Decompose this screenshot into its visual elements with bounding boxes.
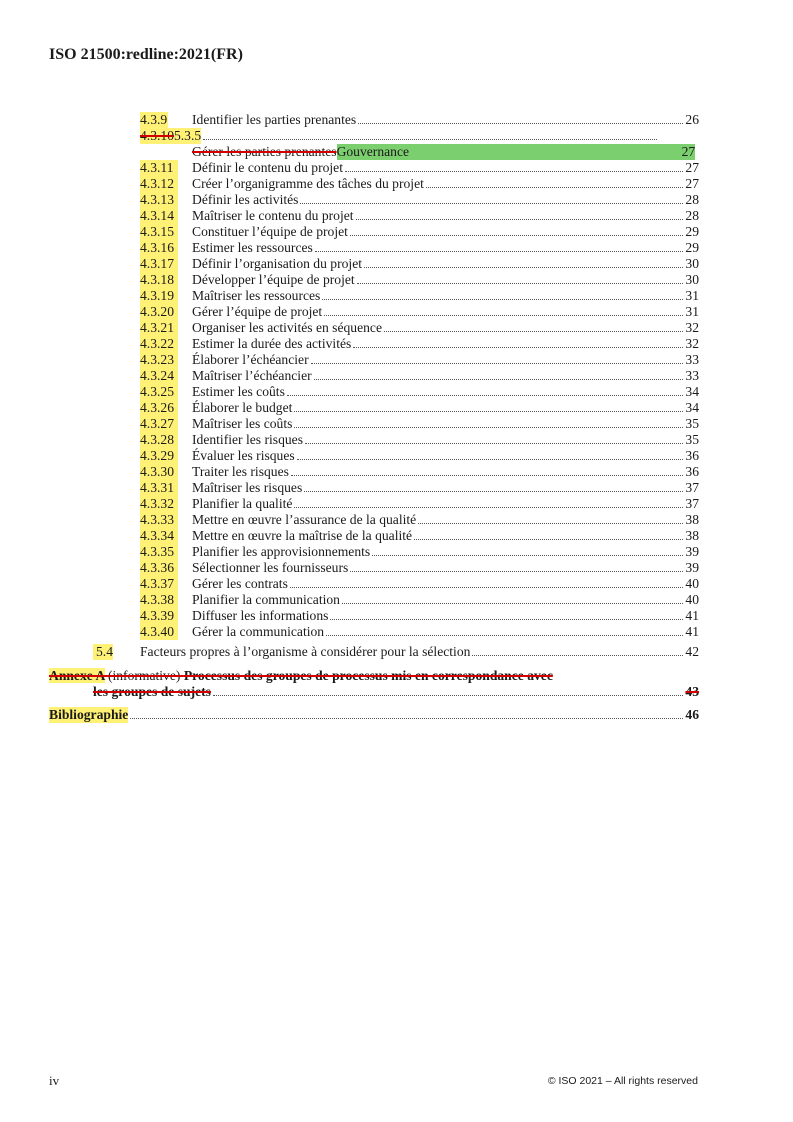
toc-entry[interactable]: [140, 432, 699, 448]
toc-entry-revised-title[interactable]: [192, 144, 699, 160]
toc-entry-page: 28: [685, 208, 699, 223]
toc-entry[interactable]: [140, 352, 699, 368]
toc-entry-title: Planifier les approvisionnements: [192, 544, 371, 559]
toc-entry[interactable]: [140, 192, 699, 208]
toc-entry-page: 31: [685, 288, 699, 303]
toc-entry-title: Créer l’organigramme des tâches du projet: [192, 176, 424, 191]
copyright-notice: © ISO 2021 – All rights reserved: [547, 1075, 698, 1087]
bibliography-page: 46: [685, 707, 699, 722]
annex-qualifier: (informative): [107, 668, 181, 683]
annex-title-line2: les groupes de sujets: [93, 684, 211, 699]
toc-entry-title: Traiter les risques: [192, 464, 289, 479]
toc-entry[interactable]: [140, 448, 699, 464]
toc-entry-title: Sélectionner les fournisseurs: [192, 560, 349, 575]
toc-entry-number: 4.3.21: [140, 320, 178, 336]
toc-section-page: 42: [685, 644, 699, 659]
toc-entry-page: 29: [685, 224, 699, 239]
toc-entry[interactable]: [140, 528, 699, 544]
toc-entry-title: Identifier les risques: [192, 432, 303, 447]
annex-heading: [49, 668, 553, 684]
dot-leader: [291, 475, 683, 476]
toc-entry[interactable]: [140, 224, 699, 240]
document-header: ISO 21500:redline:2021(FR): [49, 46, 243, 63]
dot-leader: [330, 619, 683, 620]
dot-leader: [304, 491, 683, 492]
toc-entry-number: 4.3.16: [140, 240, 178, 256]
dot-leader: [290, 587, 684, 588]
dot-leader: [372, 555, 683, 556]
dot-leader: [300, 203, 683, 204]
dot-leader: [311, 363, 684, 364]
toc-entry-page: 37: [685, 496, 699, 511]
toc-entry-number: 4.3.30: [140, 464, 178, 480]
toc-entry-title: Maîtriser l’échéancier: [192, 368, 312, 383]
toc-entry-revised-number[interactable]: [140, 128, 657, 144]
toc-entry[interactable]: [140, 592, 699, 608]
dot-leader: [130, 718, 683, 719]
toc-entry-title: Maîtriser les ressources: [192, 288, 321, 303]
toc-entry-page: 27: [685, 176, 699, 191]
dot-leader: [364, 267, 683, 268]
toc-entry-title: Constituer l’équipe de projet: [192, 224, 348, 239]
dot-leader: [287, 395, 684, 396]
toc-entry-page: 34: [685, 384, 699, 399]
toc-entry-page: 28: [685, 192, 699, 207]
toc-entry-number: 4.3.32: [140, 496, 178, 512]
toc-entry[interactable]: [140, 208, 699, 224]
dot-leader: [350, 571, 683, 572]
annex-title-line1: Processus des groupes de processus mis en correspondance avec: [183, 668, 553, 683]
toc-entry-title-revision: [192, 144, 674, 160]
toc-entry-number-revision: [140, 128, 201, 144]
dot-leader: [294, 427, 683, 428]
toc-entry-page: 34: [685, 400, 699, 415]
toc-entry-page: 40: [685, 576, 699, 591]
toc-entry[interactable]: [140, 288, 699, 304]
dot-leader: [356, 219, 684, 220]
toc-entry-number: 4.3.25: [140, 384, 178, 400]
toc-entry-page: 40: [685, 592, 699, 607]
dot-leader: [353, 347, 683, 348]
toc-entry-number: 4.3.40: [140, 624, 178, 640]
toc-entry-number: 4.3.22: [140, 336, 178, 352]
toc-entry-title: Définir les activités: [192, 192, 299, 207]
toc-entry-number: 4.3.19: [140, 288, 178, 304]
dot-leader: [418, 523, 683, 524]
toc-entry[interactable]: [140, 304, 699, 320]
toc-entry-page: 30: [685, 256, 699, 271]
toc-entry-number: 4.3.31: [140, 480, 178, 496]
toc-entry-number: 4.3.11: [140, 160, 178, 176]
toc-entry-page: 33: [685, 368, 699, 383]
toc-entry-number: 4.3.9: [140, 112, 168, 127]
dot-leader: [294, 411, 683, 412]
toc-entry-page: 38: [685, 512, 699, 527]
toc-entry-page: 35: [685, 432, 699, 447]
toc-bibliography[interactable]: [49, 707, 699, 723]
dot-leader: [314, 379, 684, 380]
dot-leader: [384, 331, 683, 332]
annex-label: Annexe A: [49, 668, 105, 683]
dot-leader: [472, 655, 683, 656]
dot-leader: [294, 507, 683, 508]
deleted-number: 4.3.10: [140, 128, 174, 143]
toc-entry[interactable]: [140, 384, 699, 400]
toc-entry-number: 4.3.29: [140, 448, 178, 464]
toc-entry-page: 33: [685, 352, 699, 367]
toc-entry-title: Évaluer les risques: [192, 448, 295, 463]
annex-page: 43: [685, 684, 699, 699]
toc-entry[interactable]: [140, 272, 699, 288]
toc-entry-number: 4.3.23: [140, 352, 178, 368]
toc-entry-number: 4.3.33: [140, 512, 178, 528]
dot-leader: [315, 251, 684, 252]
deleted-title: Gérer les parties prenantes: [192, 144, 337, 159]
toc-entry-page: 26: [685, 112, 699, 127]
dot-leader: [213, 695, 683, 696]
toc-entry-title: Définir le contenu du projet: [192, 160, 343, 175]
dot-leader: [345, 171, 683, 172]
toc-entry-number: 4.3.20: [140, 304, 178, 320]
dot-leader: [297, 459, 684, 460]
toc-entry-number: 4.3.37: [140, 576, 178, 592]
toc-entry-number: 4.3.17: [140, 256, 178, 272]
toc-entry-page: 39: [685, 560, 699, 575]
toc-entry-title: Estimer les coûts: [192, 384, 285, 399]
dot-leader: [357, 283, 684, 284]
toc-entry[interactable]: [140, 320, 699, 336]
toc-entry-title: Planifier la qualité: [192, 496, 293, 511]
toc-entry-page: 36: [685, 448, 699, 463]
toc-entry-number: 4.3.15: [140, 224, 178, 240]
toc-entry-title: Identifier les parties prenantes: [192, 112, 357, 127]
toc-annex-line1[interactable]: [49, 668, 699, 684]
toc-entry[interactable]: [140, 400, 699, 416]
toc-entry-title: Élaborer l’échéancier: [192, 352, 309, 367]
toc-entry-page: 37: [685, 480, 699, 495]
toc-entry-page: 41: [685, 608, 699, 623]
toc-section-title: Facteurs propres à l’organisme à considérer pour la sélection: [140, 644, 471, 659]
toc-entry[interactable]: [140, 544, 699, 560]
toc-entry-title: Organiser les activités en séquence: [192, 320, 382, 335]
toc-entry[interactable]: [140, 240, 699, 256]
toc-entry[interactable]: [140, 496, 699, 512]
dot-leader: [350, 235, 683, 236]
toc-entry-number: 4.3.12: [140, 176, 178, 192]
toc-entry-page: 36: [685, 464, 699, 479]
toc-entry-title: Définir l’organisation du projet: [192, 256, 363, 271]
toc-entry[interactable]: [140, 608, 699, 624]
toc-entry-page: 32: [685, 336, 699, 351]
toc-entry[interactable]: [140, 560, 699, 576]
toc-entry[interactable]: [140, 464, 699, 480]
toc-entry[interactable]: [140, 416, 699, 432]
toc-entry-page: 38: [685, 528, 699, 543]
dot-leader: [426, 187, 684, 188]
toc-entry-number: 4.3.39: [140, 608, 178, 624]
page-number: iv: [49, 1073, 60, 1088]
toc-entry[interactable]: [140, 480, 699, 496]
toc-entry[interactable]: [140, 256, 699, 272]
toc-entry-title: Gérer l’équipe de projet: [192, 304, 323, 319]
bibliography-title: Bibliographie: [49, 707, 129, 722]
dot-leader: [322, 299, 683, 300]
toc-entry-number: 4.3.34: [140, 528, 178, 544]
toc-entry-title: Estimer la durée des activités: [192, 336, 352, 351]
dot-leader: [414, 539, 683, 540]
toc-entry-title: Diffuser les informations: [192, 608, 329, 623]
dot-leader: [324, 315, 683, 316]
dot-leader: [358, 123, 683, 124]
toc-entry-page: 29: [685, 240, 699, 255]
toc-entry-number: 4.3.38: [140, 592, 178, 608]
toc-entry[interactable]: [140, 576, 699, 592]
toc-entry[interactable]: [140, 368, 699, 384]
toc-entry-number: 4.3.26: [140, 400, 178, 416]
toc-entry-title: Maîtriser le contenu du projet: [192, 208, 354, 223]
toc-entry[interactable]: [140, 624, 699, 640]
dot-leader: [342, 603, 683, 604]
dot-leader: [305, 443, 683, 444]
toc-section[interactable]: [93, 644, 699, 660]
toc-entry-number: 4.3.24: [140, 368, 178, 384]
toc-entry-number: 4.3.36: [140, 560, 178, 576]
toc-entry-number: 4.3.13: [140, 192, 178, 208]
toc-entry-page: 35: [685, 416, 699, 431]
toc-entry-title: Mettre en œuvre la maîtrise de la qualité: [192, 528, 413, 543]
toc-entry[interactable]: [140, 160, 699, 176]
inserted-title: Gouvernance: [337, 144, 674, 160]
toc-entry[interactable]: [140, 512, 699, 528]
toc-entry-page: 27: [674, 144, 696, 160]
toc-annex-line2[interactable]: [93, 684, 699, 700]
toc-entry-title: Développer l’équipe de projet: [192, 272, 355, 287]
toc-entry-number: 4.3.35: [140, 544, 178, 560]
toc-entry-title: Planifier la communication: [192, 592, 340, 607]
toc-entry-page: 39: [685, 544, 699, 559]
toc-entry-number: 4.3.28: [140, 432, 178, 448]
toc-entry-page: 27: [685, 160, 699, 175]
toc-entry-title: Gérer la communication: [192, 624, 325, 639]
toc-entry-page: 30: [685, 272, 699, 287]
dot-leader: [326, 635, 683, 636]
toc-entry-title: Gérer les contrats: [192, 576, 288, 591]
toc-entry-page: 32: [685, 320, 699, 335]
toc-entry-title: Maîtriser les coûts: [192, 416, 293, 431]
toc-entry[interactable]: [140, 112, 699, 128]
toc-entry-title: Estimer les ressources: [192, 240, 313, 255]
dot-leader: [203, 139, 657, 140]
toc-entry-title: Mettre en œuvre l’assurance de la qualité: [192, 512, 417, 527]
toc-entry[interactable]: [140, 336, 699, 352]
toc-entry-page: 41: [685, 624, 699, 639]
toc-entry-number: 4.3.14: [140, 208, 178, 224]
toc-entry[interactable]: [140, 176, 699, 192]
toc-section-number: 5.4: [93, 644, 113, 660]
toc-entry-number: 4.3.18: [140, 272, 178, 288]
inserted-number: 5.3.5: [173, 128, 202, 143]
toc-entry-title: Maîtriser les risques: [192, 480, 303, 495]
toc-entry-title: Élaborer le budget: [192, 400, 293, 415]
toc-entry-page: 31: [685, 304, 699, 319]
toc-entry-number: 4.3.27: [140, 416, 178, 432]
